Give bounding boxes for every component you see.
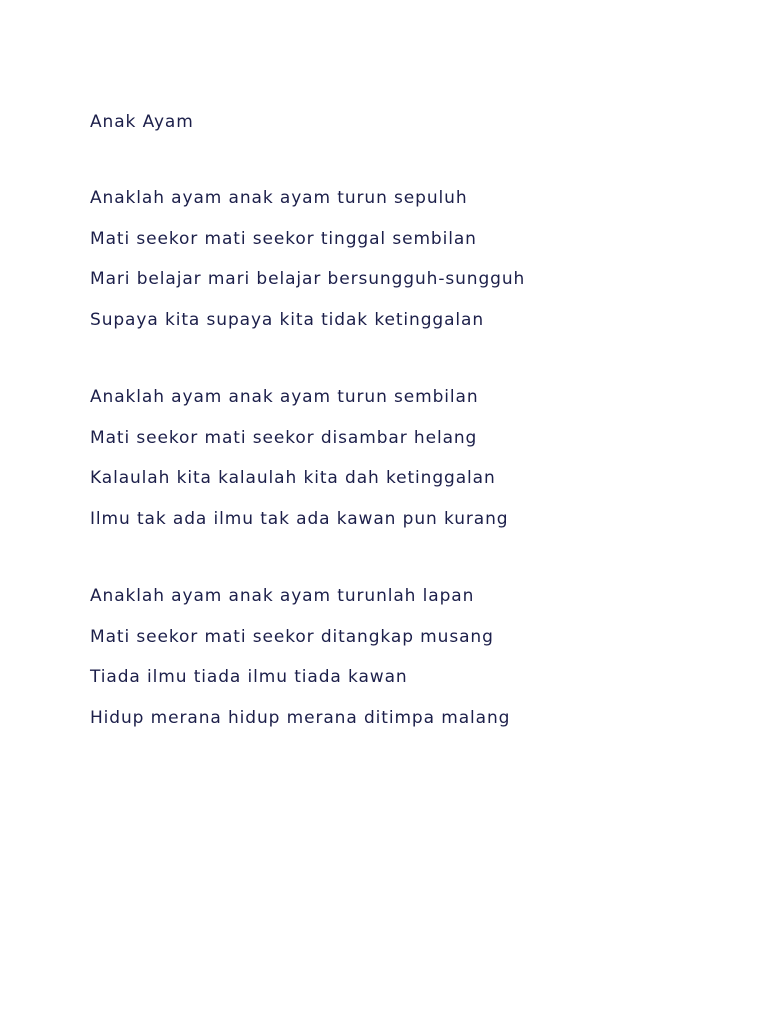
stanza-3-line-4: Hidup merana hidup merana ditimpa malang xyxy=(90,707,511,728)
poem-title: Anak Ayam xyxy=(90,112,194,132)
stanza-2-line-2: Mati seekor mati seekor disambar helang xyxy=(90,427,478,448)
stanza-3 xyxy=(90,584,510,746)
stanza-1-line-2: Mati seekor mati seekor tinggal sembilan xyxy=(90,228,477,249)
stanza-3-line-1: Anaklah ayam anak ayam turunlah lapan xyxy=(90,586,475,606)
stanza-1 xyxy=(90,186,525,348)
stanza-2-line-1: Anaklah ayam anak ayam turun sembilan xyxy=(90,387,479,407)
stanza-1-line-3: Mari belajar mari belajar bersungguh-sungguh xyxy=(90,269,526,290)
stanza-2-line-4: Ilmu tak ada ilmu tak ada kawan pun kurang xyxy=(90,508,509,529)
stanza-3-line-3: Tiada ilmu tiada ilmu tiada kawan xyxy=(90,667,408,688)
stanza-3-line-2: Mati seekor mati seekor ditangkap musang xyxy=(90,626,494,647)
stanza-1-line-1: Anaklah ayam anak ayam turun sepuluh xyxy=(90,188,468,208)
stanza-2 xyxy=(90,385,508,547)
stanza-1-line-4: Supaya kita supaya kita tidak ketinggalan xyxy=(90,309,485,330)
stanza-2-line-3: Kalaulah kita kalaulah kita dah ketinggalan xyxy=(90,468,496,489)
